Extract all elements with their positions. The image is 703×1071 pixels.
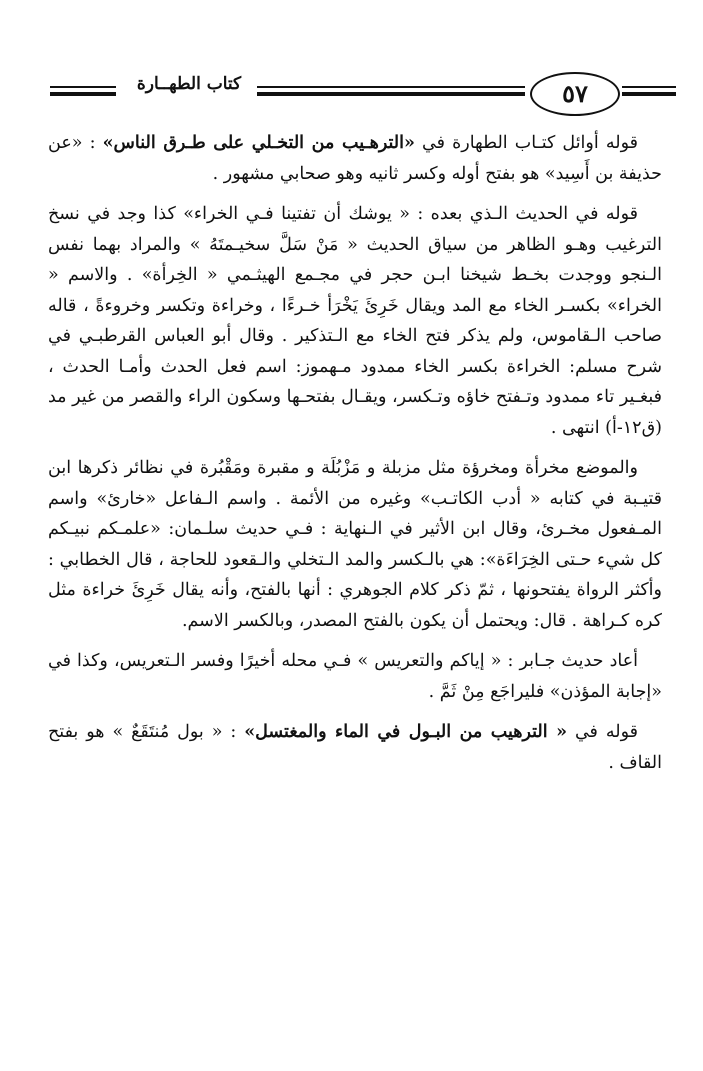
header-rule-middle bbox=[257, 86, 525, 98]
page-body bbox=[48, 128, 662, 788]
header-rule-left bbox=[50, 86, 116, 98]
page-number: ٥٧ bbox=[530, 72, 620, 116]
paragraph-text: : «عن حذيفة بن أَسِيد» هو بفتح أوله وكسر ثانيه وهو صحابي مشهور . bbox=[48, 133, 662, 184]
paragraph-text: : « بول مُنتَقَعٌ » هو بفتح القاف . bbox=[48, 722, 662, 773]
paragraph-lead: قوله أوائل كتـاب الطهارة في bbox=[422, 133, 638, 153]
running-header bbox=[0, 68, 703, 128]
paragraph bbox=[48, 717, 662, 778]
paragraph-text: قوله في الحديث الـذي بعده : « يوشك أن تفتينا فـي الخراء» كذا وجد في نسخ الترغيب وهـو الظاهر من سياق الحديث « مَنْ سَلَّ سخيـمتَهُ » والمراد بهما نفس الـنجو ووجدت بخـط شيخنا ابـن حجر في مجـمع الهيثـمي « الخِرأة» . والاسم « الخراء» بكسـر الخاء مع المد ويقال خَرِئَ يَخْرَأ خـرءًا ، وخراءة وتكسر وخروءةً ، قاله صاحب الـقاموس، ولم يذكر فتح الخاء مع الـتذكير . وقال أبو العباس القرطبـي في شرح مسلم: الخراءة بكسر الخاء ممدود مـهموز: اسم فعل الحدث وأمـا الحدث ، فبغـير تاء ممدود وتـفتح خاؤه وتـكسر، ويقـال بفتحـها وسكون الراء والقصر من غير مد (ق١٢-أ) انتهى . bbox=[48, 204, 662, 438]
chapter-heading: « الترهيب من البـول في الماء والمغتسل» bbox=[244, 722, 568, 742]
paragraph bbox=[48, 646, 662, 707]
paragraph-lead: قوله في bbox=[574, 722, 638, 742]
chapter-heading: «الترهـيب من التخـلي على طـرق الناس» bbox=[102, 133, 415, 153]
paragraph bbox=[48, 453, 662, 636]
paragraph-text: والموضع مخرأة ومخرؤة مثل مزبلة و مَزْبُلَة و مقبرة ومَقْبُرة في نظائر ذكرها ابن قتيـبة في كتابه « أدب الكاتـب» وغيره من الأئمة . واسم الـفاعل «خارئ» واسم المـفعول مخـرئ، وقال ابن الأثير في الـنهاية : فـي حديث سلـمان: «علمـكم نبيـكم كل شيء حـتى الخِرَاءَة»: هي بالـكسر والمد الـتخلي والـقعود للحاجة ، قال الخطابي : وأكثر الرواة يفتحونها ، ثمّ ذكر كلام الجوهري : أنها بالفتح، وأنه يقال خَرِئَ خراءة مثل كره كـراهة . قال: ويحتمل أن يكون بالفتح المصدر، وبالكسر الاسم. bbox=[48, 458, 662, 631]
paragraph-text: أعاد حديث جـابر : « إياكم والتعريس » فـي محله أخيرًا وفسر الـتعريس، وكذا في «إجابة المؤذن» فليراجَع مِنْ ثَمَّ . bbox=[48, 651, 662, 702]
paragraph bbox=[48, 128, 662, 189]
paragraph bbox=[48, 199, 662, 443]
header-rule-right bbox=[622, 86, 676, 98]
book-title: كتاب الطهــارة bbox=[136, 74, 242, 94]
